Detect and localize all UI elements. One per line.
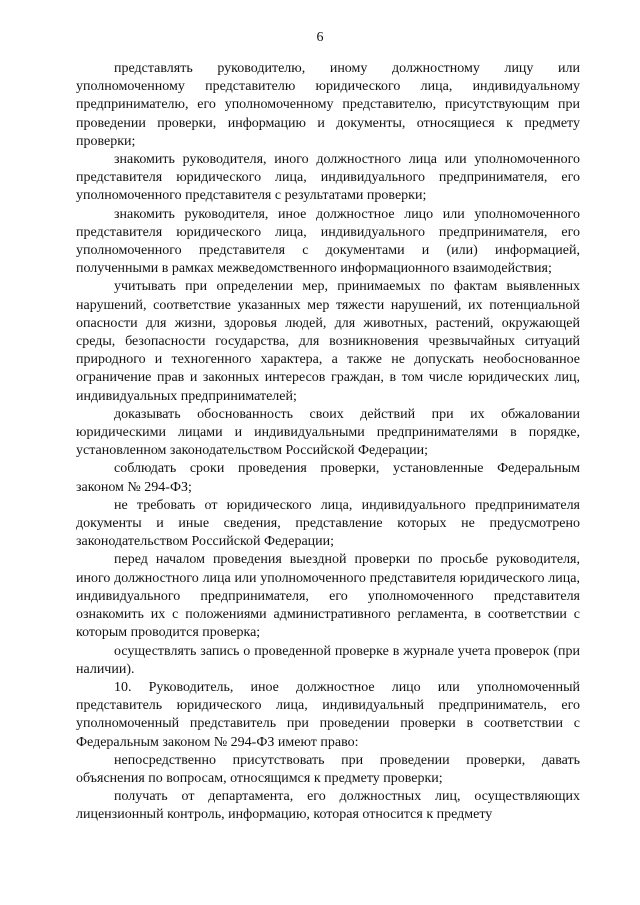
paragraph: знакомить руководителя, иное должностное лицо или уполномоченного представителя юридического лица, индивидуального предпринимателя, его уполномоченного представителя с документами и (или) информацией, полученными в рамках межведомственного информационного взаимодействия; (76, 206, 580, 277)
paragraph: перед началом проведения выездной проверки по просьбе руководителя, иного должностного лица или уполномоченного представителя юридического лица, индивидуального предпринимателя, его уполномоченного представителя ознакомить их с положениями административного регламента, в соответствии с которым проводится проверка; (76, 552, 580, 641)
paragraph: непосредственно присутствовать при проведении проверки, давать объяснения по вопросам, относящимся к предмету проверки; (76, 752, 580, 786)
section-10-paragraph: 10. Руководитель, иное должностное лицо или уполномоченный представитель юридического лица, индивидуальный предприниматель, его уполномоченный представитель при проведении проверки в соответствии с Федеральным законом № 294-ФЗ имеют право: (76, 679, 580, 750)
paragraph: соблюдать сроки проведения проверки, установленные Федеральным законом № 294-ФЗ; (76, 461, 580, 495)
paragraph: осуществлять запись о проведенной проверке в журнале учета проверок (при наличии). (76, 643, 580, 677)
document-body (76, 60, 580, 825)
paragraph: получать от департамента, его должностных лиц, осуществляющих лицензионный контроль, информацию, которая относится к предмету (76, 789, 580, 823)
page-number: 6 (316, 30, 324, 45)
paragraph: не требовать от юридического лица, индивидуального предпринимателя документы и иные сведения, представление которых не предусмотрено законодательством Российской Федерации; (76, 497, 580, 550)
paragraph: знакомить руководителя, иного должностного лица или уполномоченного представителя юридического лица, индивидуального предпринимателя, его уполномоченного представителя с результатами проверки; (76, 152, 580, 204)
paragraph: учитывать при определении мер, принимаемых по фактам выявленных нарушений, соответствие указанных мер тяжести нарушений, их потенциальной опасности для жизни, здоровья людей, для животных, растений, окружающей среды, безопасности государства, для возникновения чрезвычайных ситуаций природного и техногенного характера, а также не допускать необоснованное ограничение прав и законных интересов граждан, в том числе юридических лиц, индивидуальных предпринимателей; (76, 279, 580, 404)
paragraph: представлять руководителю, иному должностному лицу или уполномоченному представителю юридического лица, индивидуальному предпринимателю, его уполномоченному представителю, присутствующим при проведении проверки, информацию и документы, относящиеся к предмету проверки; (76, 61, 580, 149)
paragraph: доказывать обоснованность своих действий при их обжаловании юридическими лицами и индивидуальными предпринимателями в порядке, установленном законодательством Российской Федерации; (76, 406, 580, 459)
